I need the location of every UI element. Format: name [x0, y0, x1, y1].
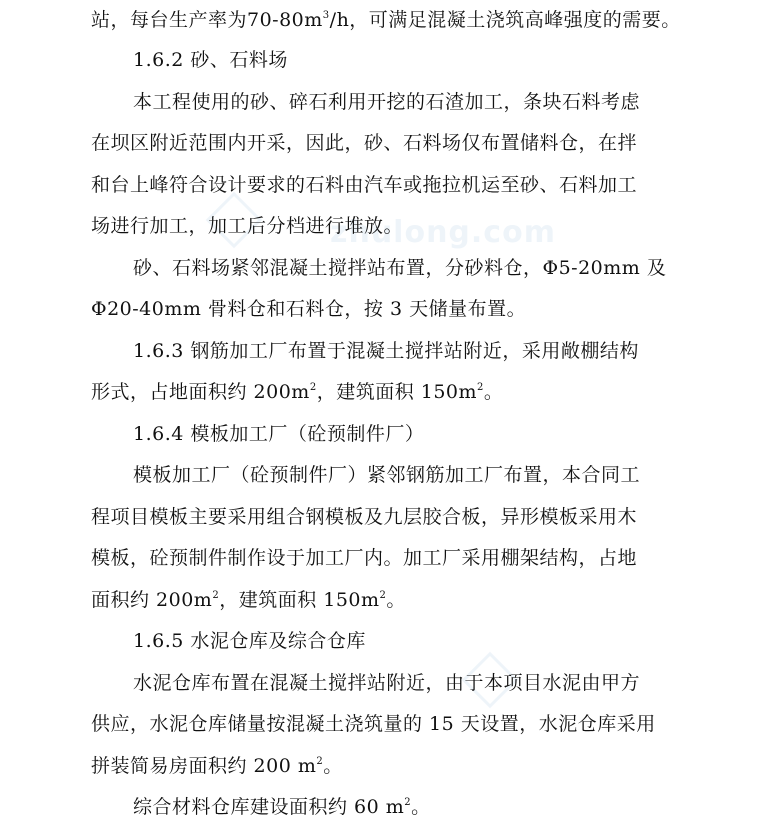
- text-segment: ，建筑面积 150m: [316, 381, 478, 403]
- text-segment: 。: [411, 796, 431, 818]
- superscript: 2: [212, 590, 220, 601]
- paragraph-line: 模板，砼预制件制作设于加工厂内。加工厂采用棚架结构，占地: [91, 547, 638, 569]
- paragraph-line: [0, 588, 763, 612]
- superscript: 3: [322, 10, 330, 21]
- section-heading-1-6-2: 1.6.2 砂、石料场: [133, 49, 288, 71]
- section-heading-1-6-4: 1.6.4 模板加工厂（砼预制件厂）: [133, 423, 425, 445]
- paragraph-line: 砂、石料场紧邻混凝土搅拌站布置，分砂料仓，Φ5-20mm 及: [133, 257, 667, 279]
- text-segment: 面积约 200m: [91, 589, 213, 611]
- text-segment: 站，每台生产率为70-80m: [91, 9, 323, 31]
- text-segment: 拼装简易房面积约 200 m: [91, 755, 317, 777]
- text-segment: 形式，占地面积约 200m: [91, 381, 310, 403]
- superscript: 2: [309, 382, 317, 393]
- paragraph-line: 供应，水泥仓库储量按混凝土浇筑量的 15 天设置，水泥仓库采用: [91, 713, 656, 735]
- paragraph-line: 和台上峰符合设计要求的石料由汽车或拖拉机运至砂、石料加工: [91, 174, 638, 196]
- watermark: zhulong.com: [330, 215, 556, 250]
- paragraph-line: 模板加工厂（砼预制件厂）紧邻钢筋加工厂布置，本合同工: [133, 464, 641, 486]
- text-segment: ，建筑面积 150m: [219, 589, 380, 611]
- paragraph-line: 本工程使用的砂、碎石利用开挖的石渣加工，条块石料考虑: [133, 91, 641, 113]
- paragraph-line: 在坝区附近范围内开采，因此，砂、石料场仅布置储料仓，在拌: [91, 132, 638, 154]
- superscript: 2: [316, 756, 324, 767]
- paragraph-line: [0, 754, 763, 778]
- text-segment: 。: [483, 381, 504, 403]
- superscript: 2: [477, 382, 484, 393]
- text-segment: 综合材料仓库建设面积约 60 m: [133, 796, 405, 818]
- text-segment: /h，可满足混凝土浇筑高峰强度的需要。: [329, 9, 681, 31]
- superscript: 2: [379, 590, 387, 601]
- section-heading-1-6-5: 1.6.5 水泥仓库及综合仓库: [133, 630, 366, 652]
- text-segment: 。: [323, 755, 343, 777]
- paragraph-line: 场进行加工，加工后分档进行堆放。: [91, 215, 404, 237]
- paragraph-line: [0, 380, 763, 404]
- paragraph-line: Φ20-40mm 骨料仓和石料仓，按 3 天储量布置。: [91, 298, 527, 320]
- paragraph-line: 水泥仓库布置在混凝土搅拌站附近，由于本项目水泥由甲方: [133, 672, 641, 694]
- superscript: 2: [404, 797, 412, 808]
- section-heading-1-6-3: 1.6.3 钢筋加工厂布置于混凝土搅拌站附近，采用敞棚结构: [133, 340, 639, 362]
- text-segment: 。: [386, 589, 406, 611]
- paragraph-line: 程项目模板主要采用组合钢模板及九层胶合板，异形模板采用木: [91, 506, 638, 528]
- paragraph-line: [0, 795, 763, 819]
- paragraph-line: [0, 8, 763, 32]
